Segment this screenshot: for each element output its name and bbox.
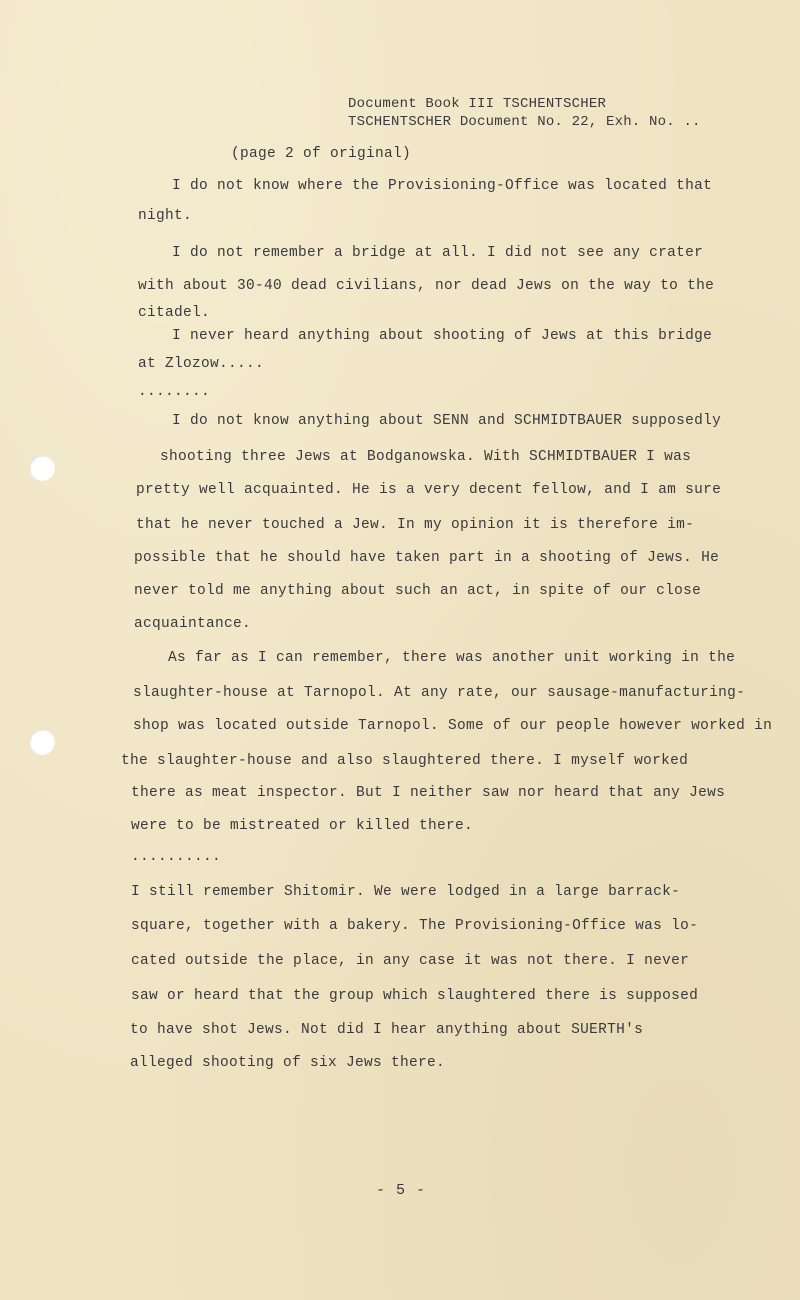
document-book-header: Document Book III TSCHENTSCHER [348, 96, 607, 112]
text-line: I do not know anything about SENN and SCHMIDTBAUER supposedly [172, 413, 722, 429]
text-line: square, together with a bakery. The Provisioning-Office was lo- [131, 918, 699, 934]
text-line: I do not know where the Provisioning-Office was located that [172, 178, 713, 194]
text-line: were to be mistreated or killed there. [131, 818, 474, 834]
text-line: shop was located outside Tarnopol. Some of our people however worked in [133, 718, 773, 734]
page-number: - 5 - [376, 1182, 427, 1199]
text-line: citadel. [138, 305, 211, 321]
text-line: pretty well acquainted. He is a very decent fellow, and I am sure [136, 482, 722, 498]
document-number-header: TSCHENTSCHER Document No. 22, Exh. No. .. [348, 114, 701, 130]
text-line: slaughter-house at Tarnopol. At any rate, our sausage-manufacturing- [133, 685, 746, 701]
text-line: I still remember Shitomir. We were lodged in a large barrack- [131, 884, 681, 900]
text-line: to have shot Jews. Not did I hear anything about SUERTH's [130, 1022, 644, 1038]
page-note: (page 2 of original) [231, 146, 412, 162]
separator-dots: .......... [131, 849, 222, 865]
punch-hole-top [29, 455, 55, 481]
separator-dots: ........ [138, 384, 211, 400]
text-line: As far as I can remember, there was another unit working in the [168, 650, 736, 666]
text-line: I do not remember a bridge at all. I did not see any crater [172, 245, 704, 261]
text-line: acquaintance. [134, 616, 252, 632]
text-line: shooting three Jews at Bodganowska. With SCHMIDTBAUER I was [160, 449, 692, 465]
text-line: that he never touched a Jew. In my opinion it is therefore im- [136, 517, 695, 533]
text-line: night. [138, 208, 193, 224]
punch-hole-bottom [29, 729, 55, 755]
text-line: there as meat inspector. But I neither saw nor heard that any Jews [131, 785, 726, 801]
text-line: the slaughter-house and also slaughtered there. I myself worked [121, 753, 689, 769]
text-line: alleged shooting of six Jews there. [130, 1055, 446, 1071]
text-line: cated outside the place, in any case it was not there. I never [131, 953, 690, 969]
text-line: with about 30-40 dead civilians, nor dead Jews on the way to the [138, 278, 715, 294]
text-line: I never heard anything about shooting of Jews at this bridge [172, 328, 713, 344]
text-line: saw or heard that the group which slaughtered there is supposed [131, 988, 699, 1004]
text-line: possible that he should have taken part in a shooting of Jews. He [134, 550, 720, 566]
text-line: never told me anything about such an act, in spite of our close [134, 583, 702, 599]
text-line: at Zlozow..... [138, 356, 265, 372]
